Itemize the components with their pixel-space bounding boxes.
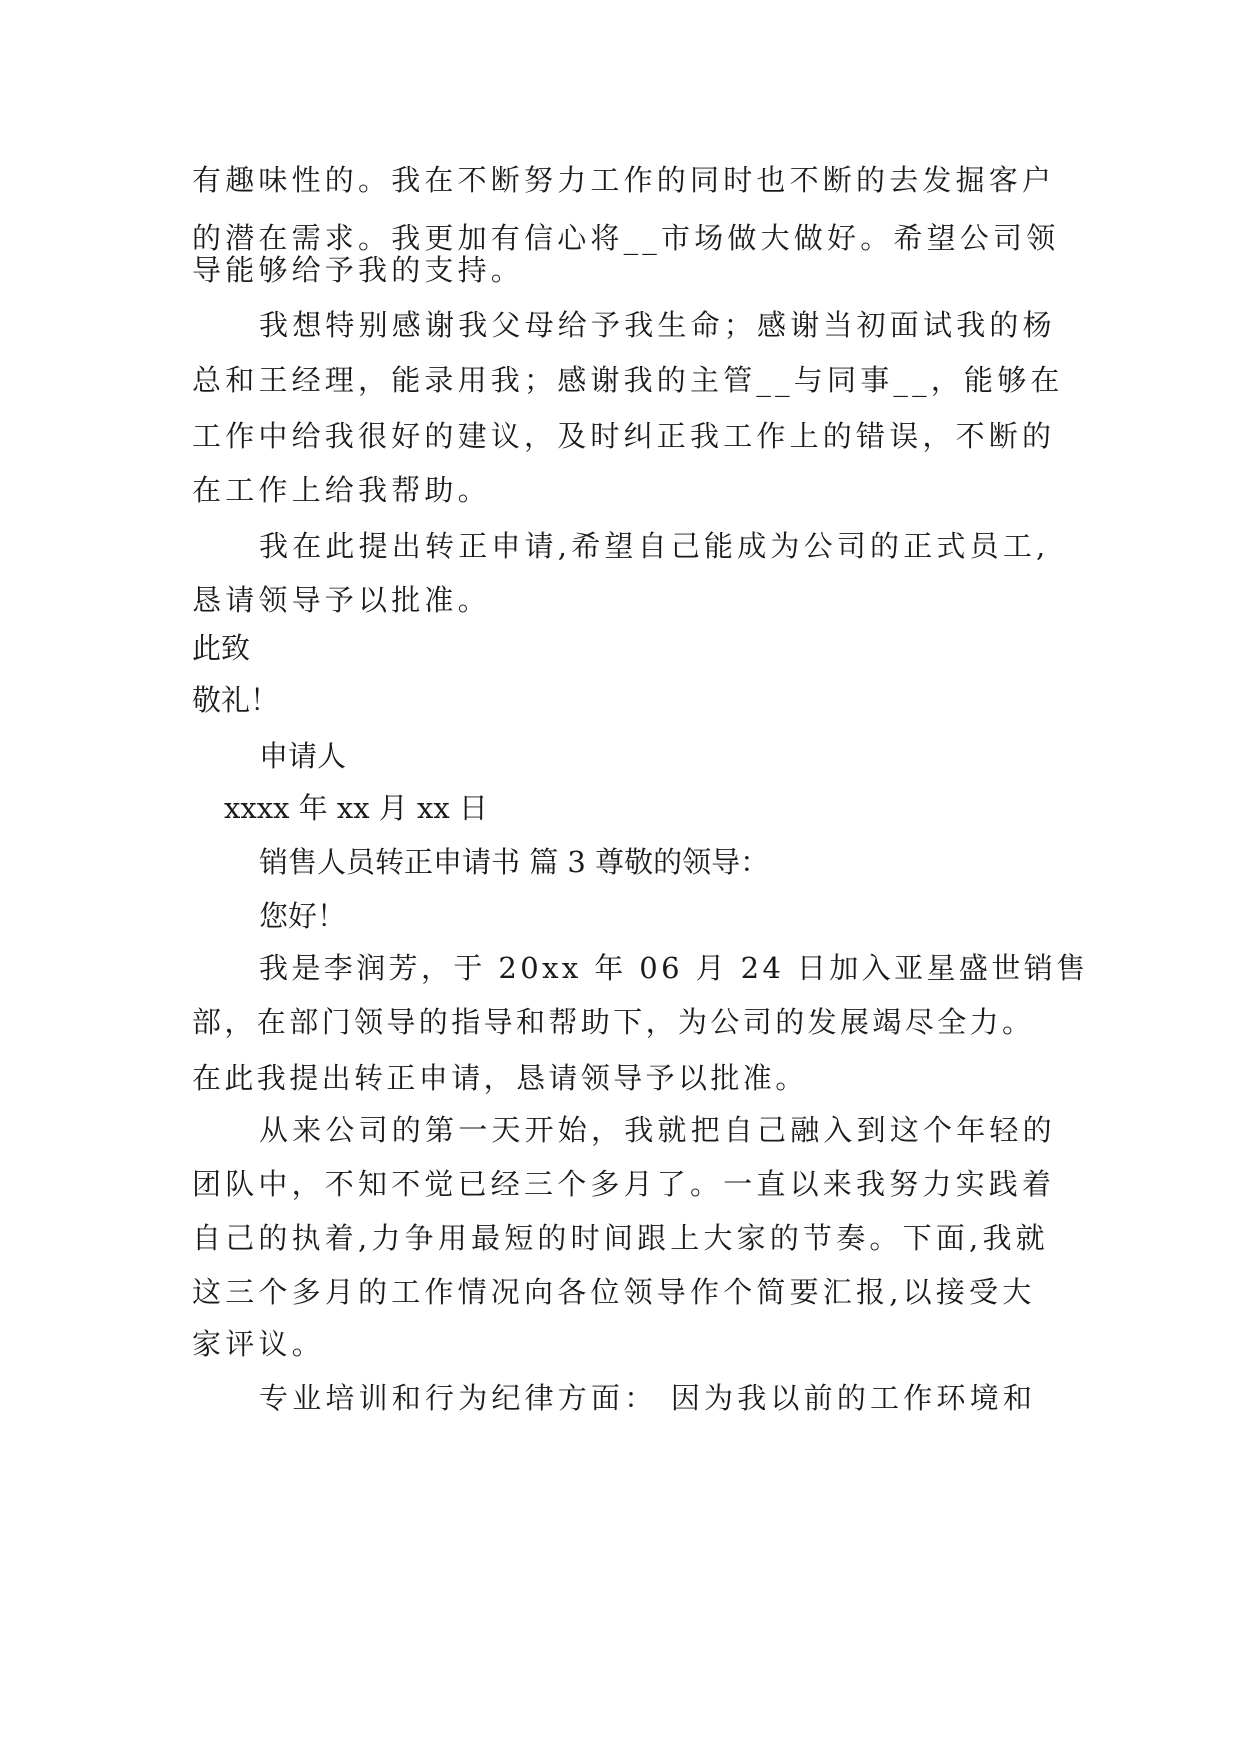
body-line: 工作中给我很好的建议，及时纠正我工作上的错误，不断的 xyxy=(192,419,1056,453)
section-heading: 销售人员转正申请书 篇 3 尊敬的领导： xyxy=(259,845,770,879)
closing-salutation: 敬礼！ xyxy=(192,683,280,717)
signature-date: xxxx 年 xx 月 xx 日 xyxy=(224,791,488,825)
body-line: 在此我提出转正申请，恳请领导予以批准。 xyxy=(192,1061,808,1095)
body-line: 自己的执着,力争用最短的时间跟上大家的节奏。下面,我就 xyxy=(192,1221,1049,1255)
body-line: 的潜在需求。我更加有信心将__市场做大做好。希望公司领 xyxy=(192,221,1060,255)
body-line: 我在此提出转正申请,希望自己能成为公司的正式员工, xyxy=(259,529,1050,563)
body-line: 团队中，不知不觉已经三个多月了。一直以来我努力实践着 xyxy=(192,1167,1056,1201)
body-line: 我是李润芳，于 20xx 年 06 月 24 日加入亚星盛世销售 xyxy=(259,951,1089,985)
body-line: 从来公司的第一天开始，我就把自己融入到这个年轻的 xyxy=(259,1113,1056,1147)
body-line: 部，在部门领导的指导和帮助下，为公司的发展竭尽全力。 xyxy=(192,1005,1035,1039)
closing-salutation: 此致 xyxy=(192,631,251,665)
body-line: 专业培训和行为纪律方面： 因为我以前的工作环境和 xyxy=(259,1381,1037,1415)
body-line: 我想特别感谢我父母给予我生命；感谢当初面试我的杨 xyxy=(259,308,1056,342)
signature-label: 申请人 xyxy=(259,739,347,773)
greeting: 您好！ xyxy=(259,899,347,933)
body-line: 恳请领导予以批准。 xyxy=(192,583,491,617)
body-line: 有趣味性的。我在不断努力工作的同时也不断的去发掘客户 xyxy=(192,163,1056,197)
body-line: 家评议。 xyxy=(192,1327,325,1361)
body-line: 这三个多月的工作情况向各位领导作个简要汇报,以接受大 xyxy=(192,1275,1036,1309)
body-line: 导能够给予我的支持。 xyxy=(192,253,525,287)
body-line: 在工作上给我帮助。 xyxy=(192,473,491,507)
body-line: 总和王经理，能录用我；感谢我的主管__与同事__，能够在 xyxy=(192,363,1064,397)
